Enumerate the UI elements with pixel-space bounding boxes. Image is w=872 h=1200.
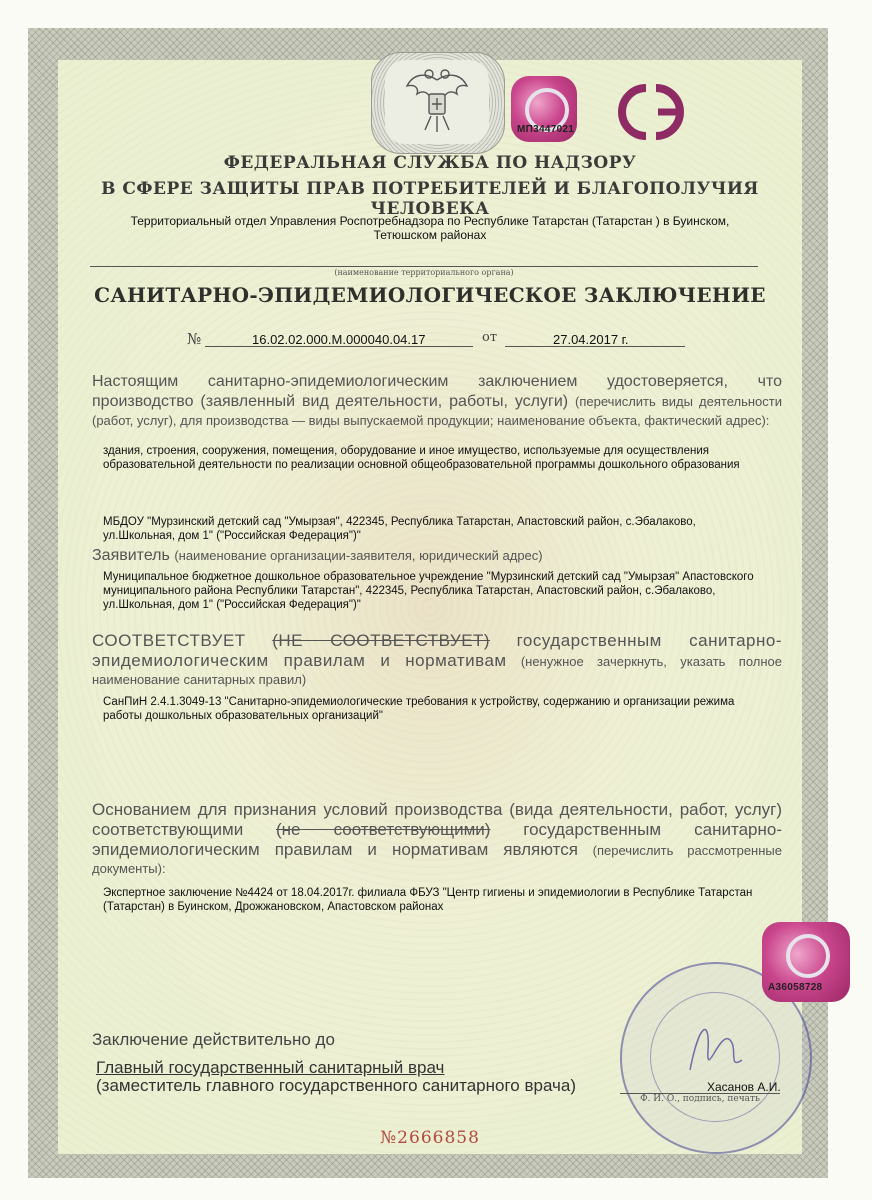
basis-hint: (перечислить рассмотренные документы): bbox=[92, 843, 782, 876]
applicant-text: Муниципальное бюджетное дошкольное образовательное учреждение "Мурзинский детский сад "Умырзая" Апастовского муниципального района Республики Татарстан", 422345, Республика Татарстан, Апастовский район, с.Эбалаково, ул.Школьная, дом 1" ("Российская Федерация")" bbox=[103, 571, 754, 611]
number-label: № bbox=[187, 330, 202, 348]
complies-word: СООТВЕТСТВУЕТ bbox=[92, 631, 246, 650]
applicant-label: Заявитель bbox=[92, 547, 170, 564]
document-date: 27.04.2017 г. bbox=[553, 332, 629, 347]
sanpin-text: СанПиН 2.4.1.3049-13 "Санитарно-эпидемиологические требования к устройству, содержанию и организации режима работы дошкольных образовательных организаций" bbox=[103, 696, 735, 722]
not-complies-word: (НЕ СООТВЕТСТВУЕТ) bbox=[272, 631, 491, 650]
hologram-top-number: МП3447021 bbox=[517, 124, 575, 135]
intro-paragraph bbox=[92, 372, 782, 430]
intro-text: Настоящим санитарно-эпидемиологическим заключением удостоверяется, что производство (заявленный вид деятельности, работы, услуги) bbox=[92, 373, 782, 410]
intro-hint: (перечислить виды деятельности (работ, услуг), для производства — виды выпускаемой продукции; наименование объекта, фактический адрес): bbox=[92, 394, 782, 428]
document-number: 16.02.02.000.М.000040.04.17 bbox=[252, 332, 426, 347]
territorial-body: Территориальный отдел Управления Роспотребнадзора по Республике Татарстан (Татарстан ) в Буинском, Тетюшском районах bbox=[130, 214, 730, 242]
chief-doctor-title: Главный государственный санитарный врач bbox=[96, 1058, 445, 1077]
territorial-caption: (наименование территориального органа) bbox=[334, 268, 514, 277]
agency-name-line2: В СФЕРЕ ЗАЩИТЫ ПРАВ ПОТРЕБИТЕЛЕЙ И БЛАГОПОЛУЧИЯ ЧЕЛОВЕКА bbox=[101, 179, 759, 219]
agency-name-line1: ФЕДЕРАЛЬНАЯ СЛУЖБА ПО НАДЗОРУ bbox=[223, 153, 637, 173]
validity-label: Заключение действительно до bbox=[92, 1030, 335, 1049]
hologram-logo-icon bbox=[786, 934, 830, 978]
basis-paragraph bbox=[92, 800, 782, 878]
applicant-hint: (наименование организации-заявителя, юридический адрес) bbox=[174, 548, 543, 563]
object-address: МБДОУ "Мурзинский детский сад "Умырзая", 422345, Республика Татарстан, Апастовский район, с.Эбалаково, ул.Школьная, дом 1" ("Российская Федерация")" bbox=[103, 516, 696, 542]
signature-icon bbox=[680, 1010, 750, 1090]
basis-text-2: государственным санитарно-эпидемиологическим правилам и нормативам являются bbox=[92, 820, 782, 859]
signature-caption: Ф. И. О., подпись, печать bbox=[640, 1094, 760, 1104]
emblem-icon bbox=[385, 60, 489, 144]
compliance-paragraph bbox=[92, 631, 782, 689]
basis-text: Основанием для признания условий производства (вида деятельности, работ, услуг) соответствующими bbox=[92, 800, 782, 839]
form-serial-number: №2666858 bbox=[380, 1128, 480, 1148]
deputy-title: (заместитель главного государственного санитарного врача) bbox=[96, 1076, 576, 1095]
conformity-mark-icon bbox=[612, 80, 692, 144]
complies-rest: государственным санитарно-эпидемиологическим правилам и нормативам bbox=[92, 631, 782, 670]
basis-strike: (не соответствующими) bbox=[276, 820, 491, 839]
document-title: САНИТАРНО-ЭПИДЕМИОЛОГИЧЕСКОЕ ЗАКЛЮЧЕНИЕ bbox=[94, 283, 766, 307]
complies-hint: (ненужное зачеркнуть, указать полное наименование санитарных правил) bbox=[92, 654, 782, 687]
applicant-heading bbox=[92, 546, 782, 566]
signer-name: Хасанов А.И. bbox=[707, 1080, 781, 1094]
territorial-underline bbox=[90, 266, 758, 267]
hologram-bottom-number: А36058728 bbox=[768, 982, 823, 993]
date-label: от bbox=[482, 330, 498, 345]
object-description: здания, строения, сооружения, помещения, оборудование и иное имущество, используемые для осуществления образовательной деятельности по реализации основной общеобразовательной программы дошкольного образования bbox=[103, 445, 740, 471]
basis-document: Экспертное заключение №4424 от 18.04.2017г. филиала ФБУЗ "Центр гигиены и эпидемиологии в Республике Татарстан (Татарстан) в Буинском, Дрожжановском, Апастовском районах bbox=[103, 887, 753, 913]
